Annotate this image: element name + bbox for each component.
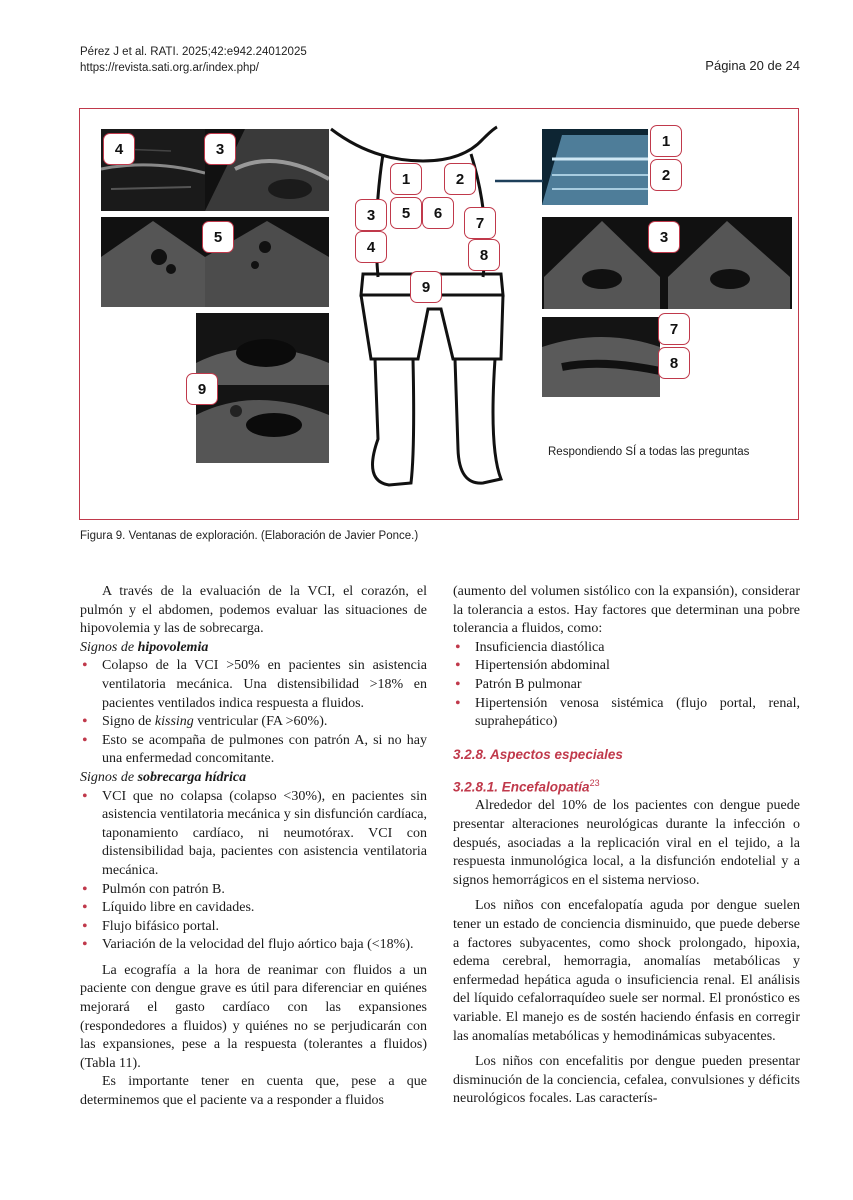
ultrasound-aorta-image xyxy=(542,317,660,397)
label-5-body: 5 xyxy=(390,197,422,229)
label-7-right: 7 xyxy=(658,313,690,345)
list-item: • Colapso de la VCI >50% en pacientes sin asistencia ventilatoria mecánica. Una distensibilidad >18% en pacientes ventilados indica respuesta a fluidos. xyxy=(80,657,427,713)
label-3-right: 3 xyxy=(648,221,680,253)
running-header xyxy=(80,44,307,76)
subheading-term: hipovolemia xyxy=(137,639,209,655)
label-8-body: 8 xyxy=(468,239,500,271)
list-item: • Variación de la velocidad del flujo aórtico baja (<18%). xyxy=(80,936,427,955)
left-column xyxy=(80,583,427,1111)
paragraph-encefalopatia-1: Alrededor del 10% de los pacientes con dengue puede presentar alteraciones neurológicas durante la infección o después, asociadas a la replicación viral en el tejido, a la respuesta inmunológica local, a la disfunción endotelial y a signos hemorrágicos en el sistema nervioso. xyxy=(453,798,800,888)
kissing-before: Signo de xyxy=(102,714,155,730)
list-item: • Líquido libre en cavidades. xyxy=(80,899,427,918)
body-diagram xyxy=(323,109,553,501)
sobrecarga-list xyxy=(80,788,427,955)
label-6-body: 6 xyxy=(422,197,454,229)
label-1-right: 1 xyxy=(650,125,682,157)
ultrasound-lung-image-right xyxy=(542,129,648,205)
label-8-right: 8 xyxy=(658,347,690,379)
subheading-prefix: Signos de xyxy=(80,639,138,655)
figure-note: Respondiendo SÍ a todas las preguntas xyxy=(548,446,750,458)
label-4-left: 4 xyxy=(103,133,135,165)
journal-url[interactable]: https://revista.sati.org.ar/index.php/ xyxy=(80,62,259,74)
subheading-term: sobrecarga hídrica xyxy=(137,769,247,785)
list-item-kissing xyxy=(80,713,427,732)
list-item: • Pulmón con patrón B. xyxy=(80,881,427,900)
label-1-body: 1 xyxy=(390,163,422,195)
citation: Pérez J et al. RATI. 2025;42:e942.24012025 xyxy=(80,46,307,58)
list-item: • Hipertensión venosa sistémica (flujo portal, renal, suprahepático) xyxy=(453,695,800,732)
label-9-left: 9 xyxy=(186,373,218,405)
paragraph-encefalopatia-2: Los niños con encefalopatía aguda por dengue suelen tener un estado de conciencia disminuido, que puede deberse a factores subyacentes, como shock prolongado, hipoxia, edema cerebral, hemorragia, anomalías metabólicas y enfermedad hepática aguda o insuficiencia renal. El análisis del líquido cefalorraquídeo suele ser normal. El pronóstico es variable. El manejo es de sostén haciendo énfasis en corregir las anomalías metabólicas y hemodinámicas subyacentes. xyxy=(453,898,800,1044)
label-2-right: 2 xyxy=(650,159,682,191)
label-9-body: 9 xyxy=(410,271,442,303)
label-5-left: 5 xyxy=(202,221,234,253)
list-item: • Hipertensión abdominal xyxy=(453,657,800,676)
subheading-sobrecarga xyxy=(80,769,427,788)
continued-paragraph: (aumento del volumen sistólico con la expansión), considerar la tolerancia a estos. Hay factores que determinan una pobre tolerancia a fluidos, como: xyxy=(453,584,800,637)
section-heading: 3.2.8. Aspectos especiales xyxy=(453,746,623,762)
list-item: • Esto se acompaña de pulmones con patrón A, si no hay una enfermedad concomitante. xyxy=(80,732,427,769)
tolerance-list xyxy=(453,639,800,732)
intro-paragraph: A través de la evaluación de la VCI, el corazón, el pulmón y el abdomen, podemos evaluar las situaciones de hipovolemia y las de sobrecarga. xyxy=(80,584,427,637)
figure-9 xyxy=(79,108,799,520)
subheading-hipovolemia xyxy=(80,639,427,658)
paragraph-encefalitis: Los niños con encefalitis por dengue pueden presentar disminución de la conciencia, cefalea, convulsiones y déficits neurológicos focales. Las caracterís- xyxy=(453,1054,800,1107)
page-number: Página 20 de 24 xyxy=(705,58,800,73)
list-item: • Flujo bifásico portal. xyxy=(80,918,427,937)
ultrasound-liver-image-a xyxy=(101,217,205,307)
label-3-left: 3 xyxy=(204,133,236,165)
list-item: • Patrón B pulmonar xyxy=(453,676,800,695)
figure-caption: Figura 9. Ventanas de exploración. (Elaboración de Javier Ponce.) xyxy=(80,530,419,542)
label-7-body: 7 xyxy=(464,207,496,239)
reference-superscript: 23 xyxy=(589,778,600,789)
hipovolemia-list xyxy=(80,657,427,769)
subsection-heading xyxy=(453,774,800,797)
label-3-body: 3 xyxy=(355,199,387,231)
kissing-after: ventricular (FA >60%). xyxy=(193,714,328,730)
subheading-prefix: Signos de xyxy=(80,769,138,785)
list-item: • Insuficiencia diastólica xyxy=(453,639,800,658)
subsection-title: 3.2.8.1. Encefalopatía xyxy=(453,779,590,795)
kissing-term: kissing xyxy=(154,714,194,730)
right-column xyxy=(453,583,800,1109)
paragraph-ecografia: La ecografía a la hora de reanimar con fluidos a un paciente con dengue grave es útil para diferenciar en quiénes mejorará el gasto cardíaco con las expansiones (respondedores a fluidos) y quiénes no se perjudicarán con las expansiones, pese a la respuesta (tolerantes a fluidos) (Tabla 11). xyxy=(80,962,427,1071)
list-item: • VCI que no colapsa (colapso <30%), en pacientes sin asistencia ventilatoria mecánica y sin disfunción cardíaca, taponamiento cardíaco, ni neumotórax. VCI con distensibilidad baja, pacientes con asistencia ventilatoria mecánica. xyxy=(80,788,427,881)
label-4-body: 4 xyxy=(355,231,387,263)
paragraph-importante: Es importante tener en cuenta que, pese a que determinemos que el paciente va a responder a fluidos xyxy=(80,1074,427,1109)
label-2-body: 2 xyxy=(444,163,476,195)
